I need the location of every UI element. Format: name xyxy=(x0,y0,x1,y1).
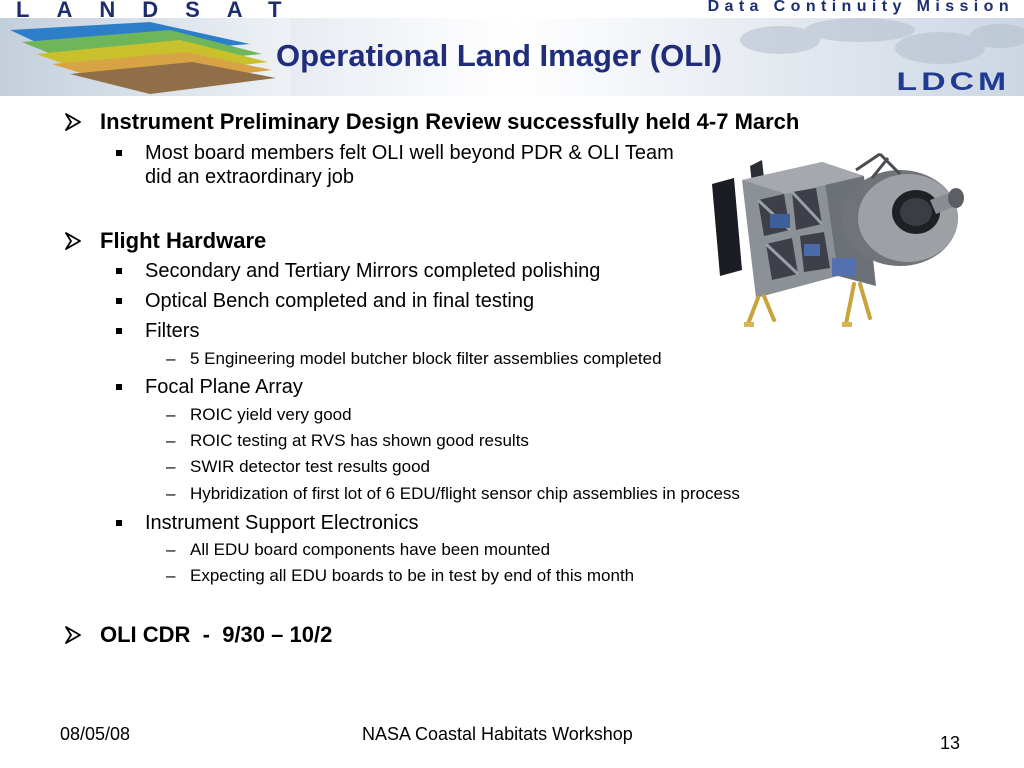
bullet-pdr: Instrument Preliminary Design Review successfully held 4-7 March xyxy=(100,109,800,134)
bullet-flight-hardware: Flight Hardware xyxy=(100,228,267,253)
square-bullet-icon xyxy=(116,150,122,156)
square-bullet-icon xyxy=(116,298,122,304)
sub-bullet-roic-testing: ROIC testing at RVS has shown good results xyxy=(190,431,529,450)
bullet-oli-cdr: OLI CDR - 9/30 – 10/2 xyxy=(100,622,333,647)
bullet-board-members-line1: Most board members felt OLI well beyond PDR & OLI Team xyxy=(145,142,674,164)
bullet-mirrors: Secondary and Tertiary Mirrors completed polishing xyxy=(145,260,601,282)
dash-bullet-icon: – xyxy=(166,349,176,368)
sub-bullet-edu-components: All EDU board components have been mounted xyxy=(190,540,551,559)
sub-bullet-roic-yield: ROIC yield very good xyxy=(190,405,352,424)
square-bullet-icon xyxy=(116,520,122,526)
landsat-wordmark: LANDSAT xyxy=(16,0,309,22)
bullet-filters: Filters xyxy=(145,320,200,342)
page-number: 13 xyxy=(940,733,961,753)
dash-bullet-icon: – xyxy=(166,431,176,450)
square-bullet-icon xyxy=(116,384,122,390)
ldcm-logo: LDCM xyxy=(896,68,1010,96)
sub-bullet-swir: SWIR detector test results good xyxy=(190,457,430,476)
footer-date: 08/05/08 xyxy=(60,724,131,744)
bullet-support-electronics: Instrument Support Electronics xyxy=(145,512,419,534)
dash-bullet-icon: – xyxy=(166,484,176,503)
dash-bullet-icon: – xyxy=(166,566,176,585)
oli-instrument-illustration xyxy=(704,148,966,336)
arrowhead-bullet-icon xyxy=(64,113,82,131)
slide-title: Operational Land Imager (OLI) xyxy=(276,38,723,73)
arrowhead-bullet-icon xyxy=(64,232,82,250)
sub-bullet-edu-boards: Expecting all EDU boards to be in test by end of this month xyxy=(190,566,635,585)
dash-bullet-icon: – xyxy=(166,540,176,559)
bullet-focal-plane-array: Focal Plane Array xyxy=(145,376,303,398)
bullet-optical-bench: Optical Bench completed and in final testing xyxy=(145,290,535,312)
sub-bullet-hybridization: Hybridization of first lot of 6 EDU/flight sensor chip assemblies in process xyxy=(190,484,740,503)
dash-bullet-icon: – xyxy=(166,405,176,424)
dash-bullet-icon: – xyxy=(166,457,176,476)
footer-event: NASA Coastal Habitats Workshop xyxy=(362,724,633,744)
sub-bullet-filter-assemblies: 5 Engineering model butcher block filter assemblies completed xyxy=(190,349,662,368)
bullet-board-members-line2: did an extraordinary job xyxy=(145,166,355,188)
arrowhead-bullet-icon xyxy=(64,626,82,644)
mission-wordmark: Data Continuity Mission xyxy=(707,0,1014,15)
square-bullet-icon xyxy=(116,268,122,274)
square-bullet-icon xyxy=(116,328,122,334)
